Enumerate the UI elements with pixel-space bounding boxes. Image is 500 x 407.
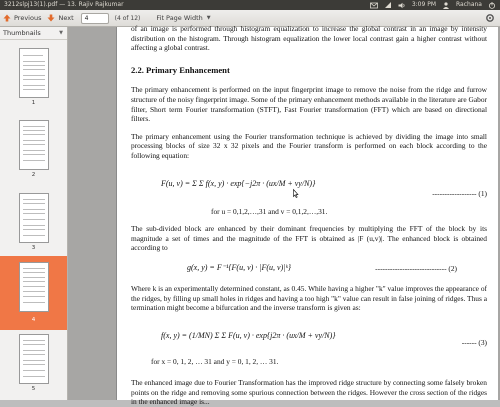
paragraph: The enhanced image due to Fourier Transformation has the improved ridge structure by connecting some falsely broken points on the ridge and removing some spurious connection between the ridges. However the cross section of the ridges in the enhanced image is... [131, 378, 487, 407]
window-title: 3212slpj13(1).pdf — 13. Rajiv Rajkumar [4, 1, 124, 8]
mouse-cursor-icon [293, 183, 299, 192]
thumbnail-page-3[interactable] [0, 189, 67, 263]
arrow-up-icon [3, 14, 11, 22]
thumbnail-page-1[interactable] [0, 44, 67, 118]
thumbnail-label: 5 [31, 386, 36, 392]
network-icon[interactable] [384, 2, 392, 9]
thumbnail-label: 2 [31, 172, 36, 178]
sidebar-title: Thumbnails [3, 29, 41, 37]
menu-button[interactable] [484, 12, 496, 24]
equation-number: ------------------ (1) [432, 188, 487, 198]
equation-2-text: g(x, y) = F⁻¹{F(u, v) · |F(u, v)|ᵏ} [187, 262, 291, 272]
volume-icon[interactable] [398, 2, 406, 9]
equation-number: ----------------------------- (2) [375, 263, 457, 273]
user-name[interactable]: Rachana [456, 1, 482, 8]
equation-1 [131, 169, 487, 203]
power-icon[interactable] [488, 2, 496, 9]
chevron-down-icon: ▼ [59, 30, 63, 36]
thumbnail-label: 4 [31, 317, 36, 323]
section-heading: 2.2. Primary Enhancement [131, 64, 230, 75]
next-button[interactable] [44, 12, 76, 25]
user-icon [442, 2, 450, 9]
next-label: Next [58, 14, 74, 22]
paragraph: of an image is performed through histogram equalization to increase the global contrast in an image by intensity distribution on the histogram. Through histogram equalization the lower local contrast gain a higher contrast without affecting a global contrast. [131, 24, 487, 53]
zoom-select[interactable] [156, 14, 210, 22]
paragraph: The sub-divided block are enhanced by their dominant frequencies by multiplying the FFT of the block by its magnitude a set of times and the magnitude of the FFT is obtained as |F (u,v)|. The enhanced block is obtained according to [131, 224, 487, 253]
system-tray [370, 0, 496, 10]
mail-icon[interactable] [370, 2, 378, 9]
equation-1-text: F(u, v) = Σ Σ f(x, y) · exp{−j2π · (ux/M + vy/N)} [161, 178, 316, 188]
paragraph: The primary enhancement is performed on the input fingerprint image to remove the noise from the ridge and furrow structure of the noisy fingerprint image. Some of the primary enhancement methods available in the literature are Gabor filter, Short term Fourier transformation (STFT), Fast Fourier transformation (FFT) which are based on directional filters. [131, 85, 487, 124]
equation-3-text: f(x, y) = (1/MN) Σ Σ F(u, v) · exp{j2π · (ux/M + vy/N)} [161, 330, 336, 340]
arrow-down-icon [47, 14, 55, 22]
thumbnail-label: 1 [31, 100, 36, 106]
paragraph: Where k is an experimentally determined constant, as 0.45. While having a higher "k" value improves the appearance of the ridges, by filling up small holes in ridges and having a too high "k" value can result in false joining of ridges. Thus a termination might become a bifurcation and the inverse transform is given as: [131, 283, 487, 313]
page-count: (4 of 12) [114, 14, 141, 22]
system-top-panel [0, 0, 500, 10]
chevron-down-icon: ▼ [206, 15, 211, 21]
thumbnail-page-5[interactable] [0, 330, 67, 404]
thumbnail-page-4[interactable] [0, 256, 67, 330]
previous-button[interactable] [0, 12, 44, 25]
equation-number: ------ (3) [461, 337, 487, 347]
equation-condition: for u = 0,1,2,…,31 and v = 0,1,2,…,31. [211, 206, 328, 216]
thumbnail-label: 3 [31, 245, 36, 251]
equation-condition: for x = 0, 1, 2, … 31 and y = 0, 1, 2, … 31. [151, 356, 279, 366]
document-view[interactable] [68, 24, 500, 407]
clock[interactable]: 3:09 PM [411, 1, 437, 8]
previous-label: Previous [14, 14, 42, 22]
page-content [131, 24, 487, 407]
zoom-value: Fit Page Width [156, 14, 203, 22]
pdf-page [116, 24, 498, 407]
page-number-input[interactable]: 4 [81, 13, 109, 24]
sidebar-header[interactable] [0, 27, 67, 40]
paragraph: The primary enhancement using the Fourier transformation technique is achieved by dividing the image into small processing blocks of size 32 x 32 pixels and the Fourier transform is performed on each block according to the following equation: [131, 131, 487, 160]
equation-2 [131, 258, 487, 278]
thumbnail-page-2[interactable] [0, 116, 67, 190]
gear-icon [484, 12, 496, 24]
equation-3 [131, 321, 487, 353]
thumbnails-sidebar [0, 27, 68, 400]
